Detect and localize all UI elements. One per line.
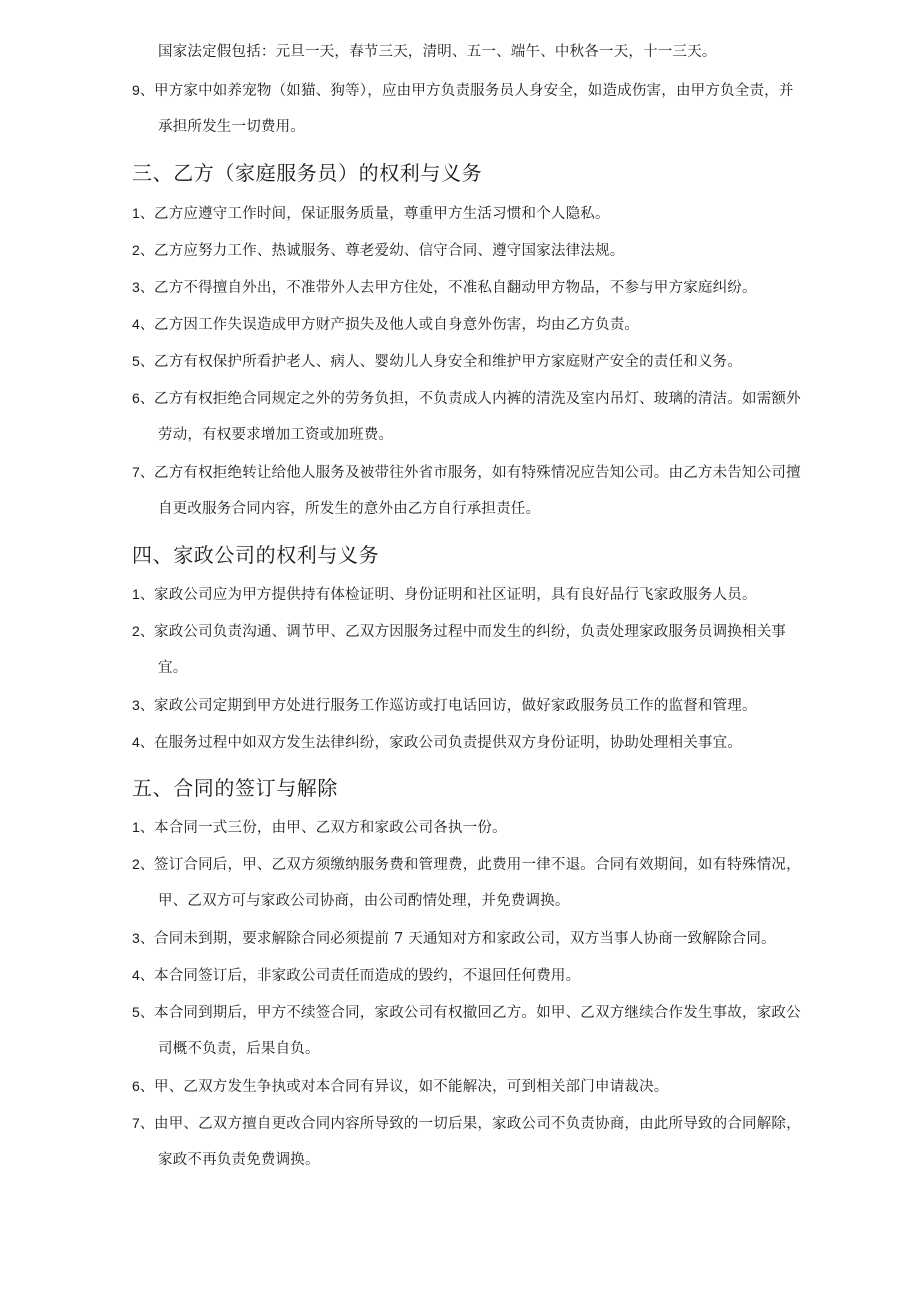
list-item	[132, 965, 580, 986]
item-text: 本合同到期后，甲方不续签合同，家政公司有权撤回乙方。如甲、乙双方继续合作发生事故，家政公	[154, 1005, 801, 1021]
item-number: 6、	[132, 390, 155, 406]
list-item	[132, 584, 757, 605]
item-number: 9、	[132, 82, 155, 98]
item-text: 乙方有权拒绝合同规定之外的劳务负担，不负责成人内裤的清洗及室内吊灯、玻璃的清洁。如需额外	[154, 391, 801, 407]
item-number: 6、	[132, 1078, 155, 1094]
item-text: 甲方家中如养宠物（如猫、狗等），应由甲方负责服务员人身安全，如造成伤害，由甲方负全责，并	[154, 83, 794, 99]
item-number: 7、	[132, 1115, 155, 1131]
item-text: 甲、乙双方发生争执或对本合同有异议，如不能解决，可到相关部门申请裁决。	[154, 1079, 669, 1095]
list-item	[132, 1002, 801, 1023]
item-text: 签订合同后，甲、乙双方须缴纳服务费和管理费，此费用一律不退。合同有效期间，如有特殊情况，	[154, 857, 801, 873]
list-item	[132, 1076, 669, 1097]
item-text: 家政公司定期到甲方处进行服务工作巡访或打电话回访，做好家政服务员工作的监督和管理。	[154, 698, 757, 714]
item-number: 1、	[132, 819, 155, 835]
list-item	[132, 351, 742, 372]
item-number: 2、	[132, 856, 155, 872]
list-item	[132, 621, 786, 642]
item-number: 4、	[132, 734, 155, 750]
item-text: 乙方有权拒绝转让给他人服务及被带往外省市服务，如有特殊情况应告知公司。由乙方未告知公司擅	[154, 465, 801, 481]
list-item	[132, 203, 610, 224]
list-item	[132, 695, 757, 716]
list-item	[132, 854, 801, 875]
item-text: 乙方应努力工作、热诚服务、尊老爱幼、信守合同、遵守国家法律法规。	[154, 243, 625, 259]
section-5-heading: 五、合同的签订与解除	[132, 776, 338, 800]
item-text: 由甲、乙双方擅自更改合同内容所导致的一切后果，家政公司不负责协商，由此所导致的合同解除，	[154, 1116, 801, 1132]
list-item	[132, 240, 624, 261]
item-number: 2、	[132, 242, 155, 258]
section-3-heading: 三、乙方（家庭服务员）的权利与义务	[132, 161, 483, 185]
list-item	[132, 462, 801, 483]
item-number: 1、	[132, 586, 155, 602]
item-number: 3、	[132, 930, 155, 946]
item-continuation-text: 劳动，有权要求增加工资或加班费。	[158, 427, 394, 443]
item-continuation-text: 宜。	[158, 660, 188, 676]
list-item	[132, 80, 794, 101]
intro-continuation-text: 国家法定假包括：元旦一天，春节三天，清明、五一、端午、中秋各一天，十一三天。	[158, 44, 717, 60]
item-text: 乙方因工作失误造成甲方财产损失及他人或自身意外伤害，均由乙方负责。	[154, 317, 640, 333]
item-continuation-text: 甲、乙双方可与家政公司协商，由公司酌情处理，并免费调换。	[158, 893, 570, 909]
item-number: 7、	[132, 464, 155, 480]
item-continuation-text: 家政不再负责免费调换。	[158, 1152, 320, 1168]
item-continuation-text: 自更改服务合同内容，所发生的意外由乙方自行承担责任。	[158, 501, 541, 517]
list-item	[132, 277, 757, 298]
item-text: 本合同一式三份，由甲、乙双方和家政公司各执一份。	[154, 820, 507, 836]
item-text: 合同未到期，要求解除合同必须提前 7 天通知对方和家政公司，双方当事人协商一致解除合同。	[154, 931, 776, 947]
item-text: 乙方应遵守工作时间，保证服务质量，尊重甲方生活习惯和个人隐私。	[154, 206, 610, 222]
list-item	[132, 314, 639, 335]
item-text: 乙方有权保护所看护老人、病人、婴幼儿人身安全和维护甲方家庭财产安全的责任和义务。	[154, 354, 742, 370]
item-text: 乙方不得擅自外出，不准带外人去甲方住处，不准私自翻动甲方物品，不参与甲方家庭纠纷。	[154, 280, 757, 296]
item-number: 4、	[132, 316, 155, 332]
item-number: 3、	[132, 697, 155, 713]
item-text: 家政公司负责沟通、调节甲、乙双方因服务过程中而发生的纠纷，负责处理家政服务员调换相关事	[154, 624, 787, 640]
item-number: 5、	[132, 353, 155, 369]
list-item	[132, 928, 776, 949]
list-item	[132, 732, 742, 753]
section-4-heading: 四、家政公司的权利与义务	[132, 543, 380, 567]
item-number: 4、	[132, 967, 155, 983]
item-text: 家政公司应为甲方提供持有体检证明、身份证明和社区证明，具有良好品行飞家政服务人员。	[154, 587, 757, 603]
list-item	[132, 817, 507, 838]
item-number: 5、	[132, 1004, 155, 1020]
item-continuation-text: 承担所发生一切费用。	[158, 119, 305, 135]
item-text: 在服务过程中如双方发生法律纠纷，家政公司负责提供双方身份证明，协助处理相关事宜。	[154, 735, 742, 751]
item-text: 本合同签订后，非家政公司责任而造成的毁约，不退回任何费用。	[154, 968, 581, 984]
item-number: 3、	[132, 279, 155, 295]
item-number: 2、	[132, 623, 155, 639]
list-item	[132, 1113, 801, 1134]
item-number: 1、	[132, 205, 155, 221]
item-continuation-text: 司概不负责，后果自负。	[158, 1041, 320, 1057]
list-item	[132, 388, 801, 409]
